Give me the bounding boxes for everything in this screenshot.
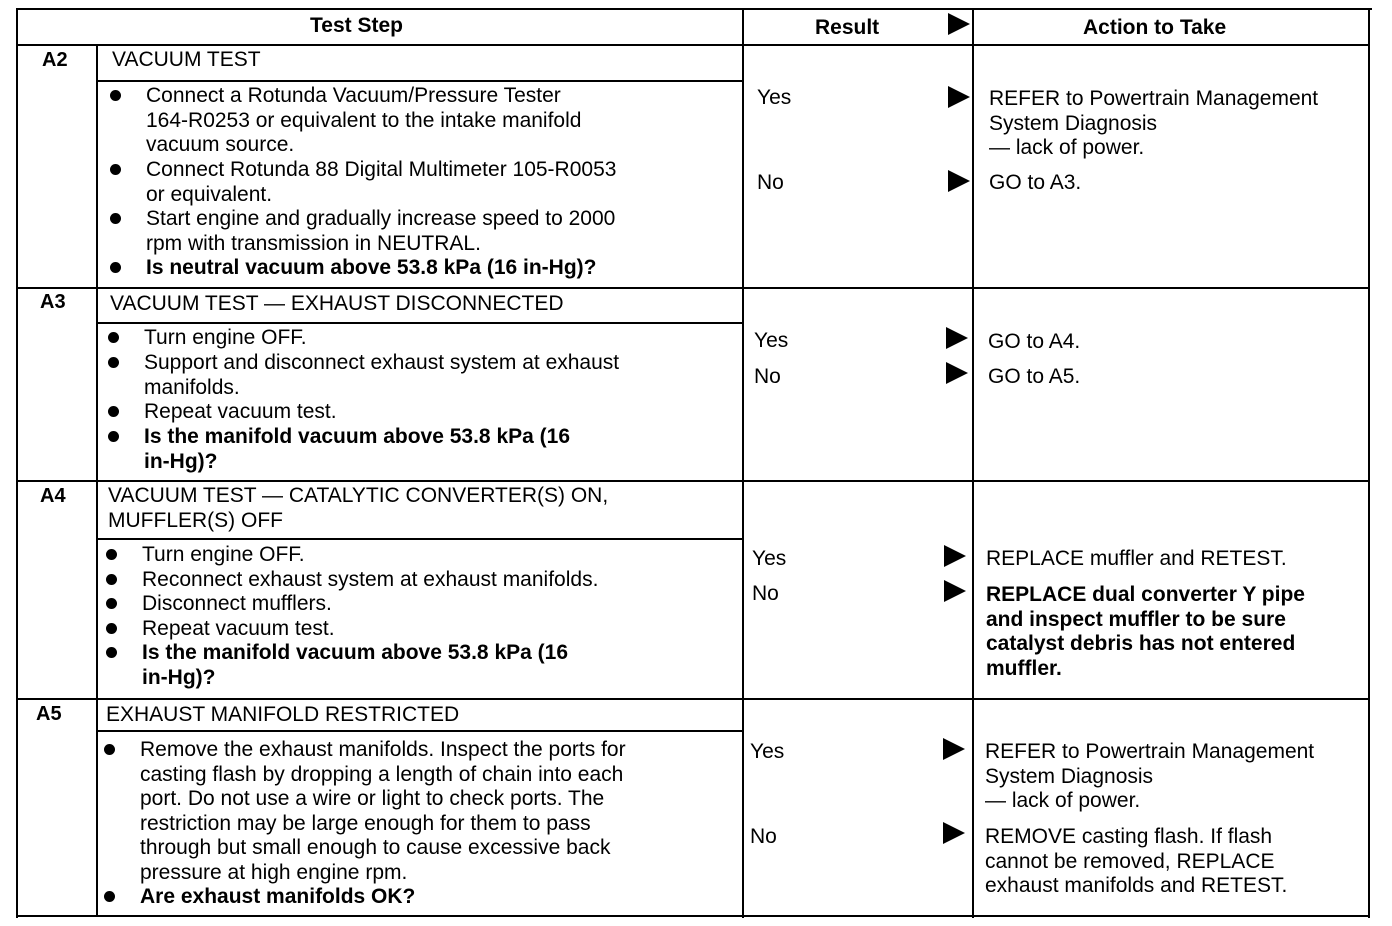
bullet-icon — [110, 164, 121, 175]
action-text: REFER to Powertrain Management System Diagnosis — lack of power. — [989, 87, 1319, 159]
title-divider — [96, 538, 742, 540]
result-no: No — [750, 825, 777, 848]
column-divider-result — [742, 8, 744, 918]
arrow-right-icon — [948, 170, 970, 192]
step-id: A3 — [40, 291, 66, 313]
step-id: A2 — [42, 49, 68, 71]
bullet-icon — [104, 891, 115, 902]
bullet-icon — [110, 262, 121, 273]
result-no: No — [752, 582, 779, 605]
instruction: Repeat vacuum test. — [142, 617, 335, 640]
action-text: REPLACE muffler and RETEST. — [986, 547, 1287, 570]
arrow-right-icon — [943, 738, 965, 760]
column-divider-action — [972, 8, 974, 918]
test-question: Is neutral vacuum above 53.8 kPa (16 in-Hg)? — [146, 256, 597, 279]
action-text: GO to A4. — [988, 330, 1081, 353]
table-border-left — [16, 8, 18, 918]
arrow-right-icon — [948, 13, 970, 35]
step-id: A5 — [36, 703, 62, 725]
instruction: Turn engine OFF. — [144, 326, 307, 349]
title-divider — [96, 80, 742, 82]
test-question: Is the manifold vacuum above 53.8 kPa (16 in-Hg)? — [144, 425, 570, 473]
arrow-right-icon — [948, 86, 970, 108]
title-divider — [96, 322, 742, 324]
header-result: Result — [815, 16, 880, 39]
action-text: GO to A5. — [988, 365, 1081, 388]
step-id: A4 — [40, 485, 66, 507]
instruction: Connect Rotunda 88 Digital Multimeter 105-R0053 or equivalent. — [146, 158, 617, 206]
arrow-right-icon — [946, 327, 968, 349]
bullet-icon — [104, 744, 115, 755]
instruction: Support and disconnect exhaust system at exhaust manifolds. — [144, 351, 620, 399]
result-yes: Yes — [752, 547, 787, 570]
result-no: No — [754, 365, 781, 388]
step-title: VACUUM TEST — EXHAUST DISCONNECTED — [110, 292, 564, 315]
arrow-right-icon — [944, 545, 966, 567]
action-text: REFER to Powertrain Management System Diagnosis — lack of power. — [985, 740, 1315, 812]
action-text: GO to A3. — [989, 171, 1082, 194]
instruction: Reconnect exhaust system at exhaust manifolds. — [142, 568, 599, 591]
row-divider — [16, 698, 1370, 700]
step-title: VACUUM TEST — CATALYTIC CONVERTER(S) ON, MUFFLER(S) OFF — [108, 484, 609, 532]
result-yes: Yes — [754, 329, 789, 352]
instruction: Turn engine OFF. — [142, 543, 305, 566]
bullet-icon — [106, 598, 117, 609]
result-yes: Yes — [757, 86, 792, 109]
table-border-right — [1368, 8, 1370, 918]
result-no: No — [757, 171, 784, 194]
instruction: Repeat vacuum test. — [144, 400, 337, 423]
bullet-icon — [106, 574, 117, 585]
arrow-right-icon — [946, 362, 968, 384]
bullet-icon — [110, 213, 121, 224]
bullet-icon — [108, 357, 119, 368]
action-text: REMOVE casting flash. If flash cannot be removed, REPLACE exhaust manifolds and RETEST. — [985, 825, 1288, 897]
table-border-bottom — [16, 915, 1370, 917]
arrow-right-icon — [943, 822, 965, 844]
step-title: EXHAUST MANIFOLD RESTRICTED — [106, 703, 460, 726]
bullet-icon — [108, 332, 119, 343]
bullet-icon — [106, 623, 117, 634]
bullet-icon — [106, 549, 117, 560]
instruction: Disconnect mufflers. — [142, 592, 332, 615]
instruction: Remove the exhaust manifolds. Inspect the ports for casting flash by dropping a length of chain into each port. Do not use a wire or light to check ports. The restriction may be large enough for them to pass through but small enough to cause excessive back pressure at high engine rpm. — [140, 738, 626, 884]
action-text: REPLACE dual converter Y pipe and inspect muffler to be sure catalyst debris has not entered muffler. — [986, 583, 1305, 680]
table-border-top — [16, 8, 1372, 10]
test-question: Are exhaust manifolds OK? — [140, 885, 416, 908]
arrow-right-icon — [944, 580, 966, 602]
row-divider — [16, 480, 1370, 482]
result-yes: Yes — [750, 740, 785, 763]
header-action: Action to Take — [1083, 16, 1227, 39]
header-divider — [16, 44, 1370, 46]
bullet-icon — [108, 431, 119, 442]
row-divider — [16, 287, 1370, 289]
test-question: Is the manifold vacuum above 53.8 kPa (16 in-Hg)? — [142, 641, 568, 689]
step-title: VACUUM TEST — [112, 48, 261, 71]
header-test-step: Test Step — [310, 14, 403, 37]
title-divider — [96, 730, 742, 732]
bullet-icon — [106, 647, 117, 658]
bullet-icon — [110, 90, 121, 101]
instruction: Connect a Rotunda Vacuum/Pressure Tester 164-R0253 or equivalent to the intake manifold vacuum source. — [146, 84, 582, 156]
instruction: Start engine and gradually increase speed to 2000 rpm with transmission in NEUTRAL. — [146, 207, 616, 255]
bullet-icon — [108, 406, 119, 417]
